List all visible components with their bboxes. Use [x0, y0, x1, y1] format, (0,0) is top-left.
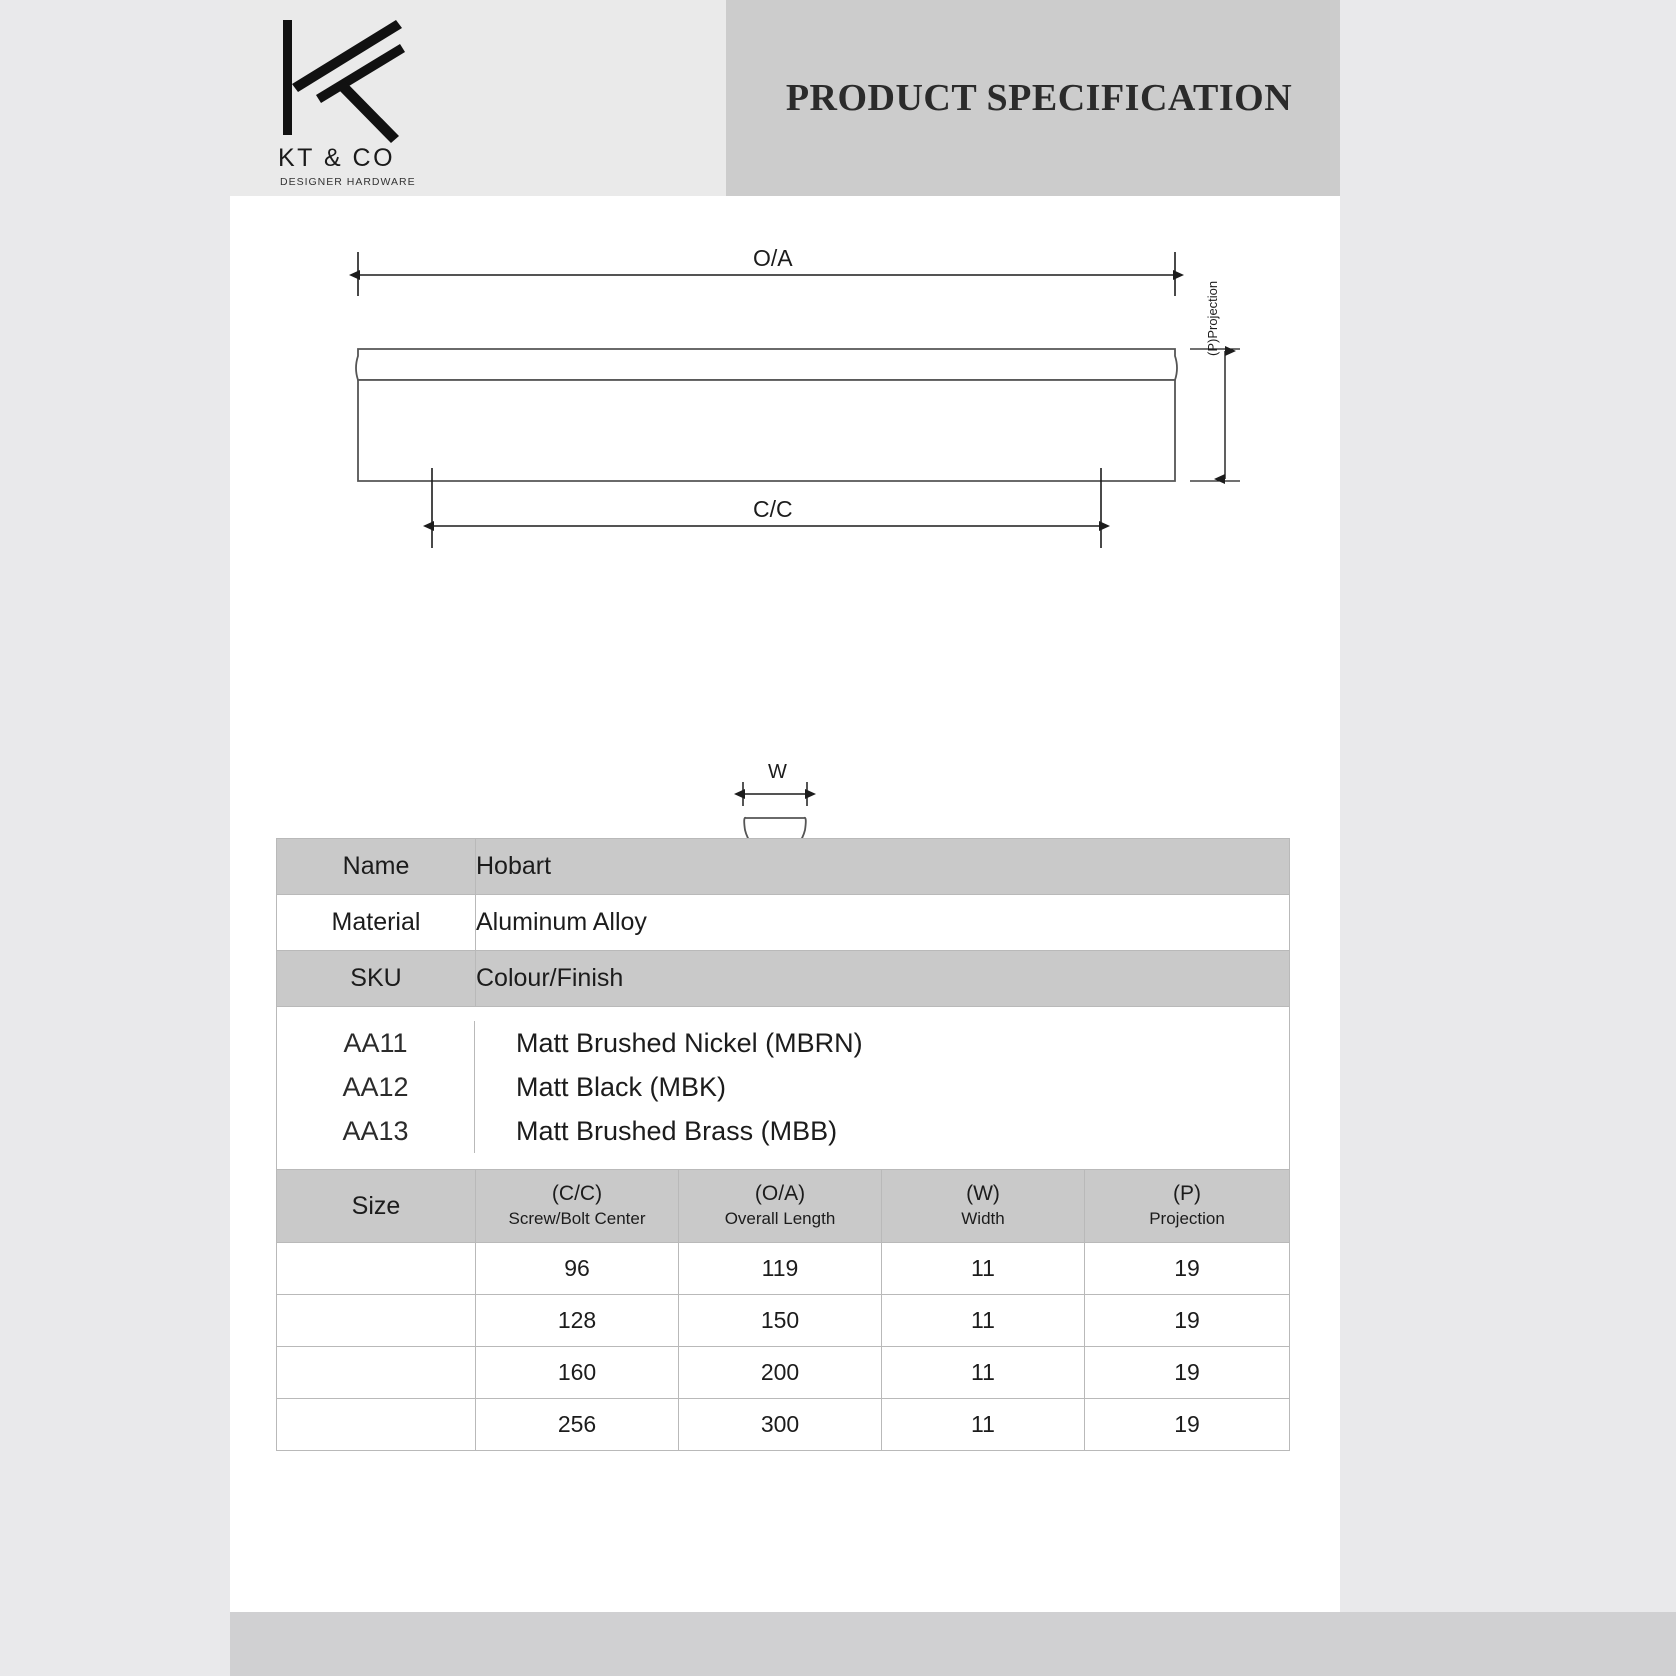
header-title-panel	[726, 0, 1340, 196]
document-header	[230, 0, 1340, 196]
projection-dimension-label: (P)Projection	[1205, 280, 1220, 356]
brand-logo	[278, 18, 478, 188]
size-oa-value: 300	[679, 1399, 882, 1451]
size-column-code: (O/A)	[754, 1181, 806, 1205]
size-p-value: 19	[1085, 1347, 1290, 1399]
colour-finish-label: Colour/Finish	[476, 951, 1290, 1007]
size-p-value: 19	[1085, 1243, 1290, 1295]
size-w-value: 11	[882, 1399, 1085, 1451]
sku-finish: Matt Brushed Brass (MBB)	[474, 1109, 1289, 1153]
size-column-name: Projection	[1149, 1209, 1225, 1229]
kt-monogram-icon	[278, 18, 418, 144]
size-w-value: 11	[882, 1243, 1085, 1295]
size-cc-value: 256	[476, 1399, 679, 1451]
specification-table	[276, 838, 1290, 1451]
size-p-value: 19	[1085, 1399, 1290, 1451]
size-column-w	[882, 1170, 1085, 1243]
size-cc-value: 128	[476, 1295, 679, 1347]
technical-drawing	[230, 196, 1340, 816]
list-item	[277, 1065, 1289, 1109]
size-column-p	[1085, 1170, 1290, 1243]
size-cc-value: 96	[476, 1243, 679, 1295]
brand-name: KT & CO	[278, 144, 396, 172]
size-spacer	[277, 1347, 476, 1399]
size-spacer	[277, 1295, 476, 1347]
size-label: Size	[277, 1170, 476, 1243]
size-column-code: (C/C)	[551, 1181, 603, 1205]
size-p-value: 19	[1085, 1295, 1290, 1347]
page-title: PRODUCT SPECIFICATION	[785, 77, 1293, 119]
size-column-cc	[476, 1170, 679, 1243]
sku-code: AA12	[342, 1071, 409, 1102]
table-row-sku-list	[277, 1007, 1290, 1170]
size-spacer	[277, 1399, 476, 1451]
size-spacer	[277, 1243, 476, 1295]
name-value: Hobart	[476, 839, 1290, 895]
size-column-oa	[679, 1170, 882, 1243]
list-item	[277, 1021, 1289, 1065]
table-row-sku-header	[277, 951, 1290, 1007]
size-oa-value: 119	[679, 1243, 882, 1295]
size-column-code: (W)	[966, 1181, 1000, 1205]
center-dimension-label: C/C	[753, 496, 793, 522]
table-row-material	[277, 895, 1290, 951]
sku-code: AA13	[342, 1115, 409, 1146]
size-w-value: 11	[882, 1347, 1085, 1399]
list-item	[277, 1109, 1289, 1153]
size-column-name: Overall Length	[724, 1209, 836, 1229]
sku-finish: Matt Brushed Nickel (MBRN)	[474, 1021, 1289, 1065]
table-row	[277, 1399, 1290, 1451]
sku-list	[277, 1021, 1289, 1153]
name-label: Name	[277, 839, 476, 895]
table-row	[277, 1295, 1290, 1347]
size-column-name: Screw/Bolt Center	[508, 1209, 646, 1229]
material-label: Material	[277, 895, 476, 951]
size-column-name: Width	[961, 1209, 1005, 1229]
document-sheet	[230, 0, 1340, 1612]
overall-dimension-label: O/A	[753, 245, 793, 271]
table-row	[277, 1243, 1290, 1295]
page-bottom-strip	[230, 1612, 1676, 1676]
brand-tagline: DESIGNER HARDWARE	[280, 176, 416, 188]
size-w-value: 11	[882, 1295, 1085, 1347]
table-row	[277, 1347, 1290, 1399]
table-row-size-header	[277, 1170, 1290, 1243]
size-cc-value: 160	[476, 1347, 679, 1399]
size-column-code: (P)	[1173, 1181, 1202, 1205]
sku-code: AA11	[343, 1027, 408, 1058]
size-oa-value: 200	[679, 1347, 882, 1399]
sku-finish: Matt Black (MBK)	[474, 1065, 1289, 1109]
sku-label: SKU	[277, 951, 476, 1007]
width-dimension-label: W	[768, 761, 787, 783]
table-row-name	[277, 839, 1290, 895]
material-value: Aluminum Alloy	[476, 895, 1290, 951]
size-oa-value: 150	[679, 1295, 882, 1347]
header-logo-panel	[230, 0, 726, 196]
